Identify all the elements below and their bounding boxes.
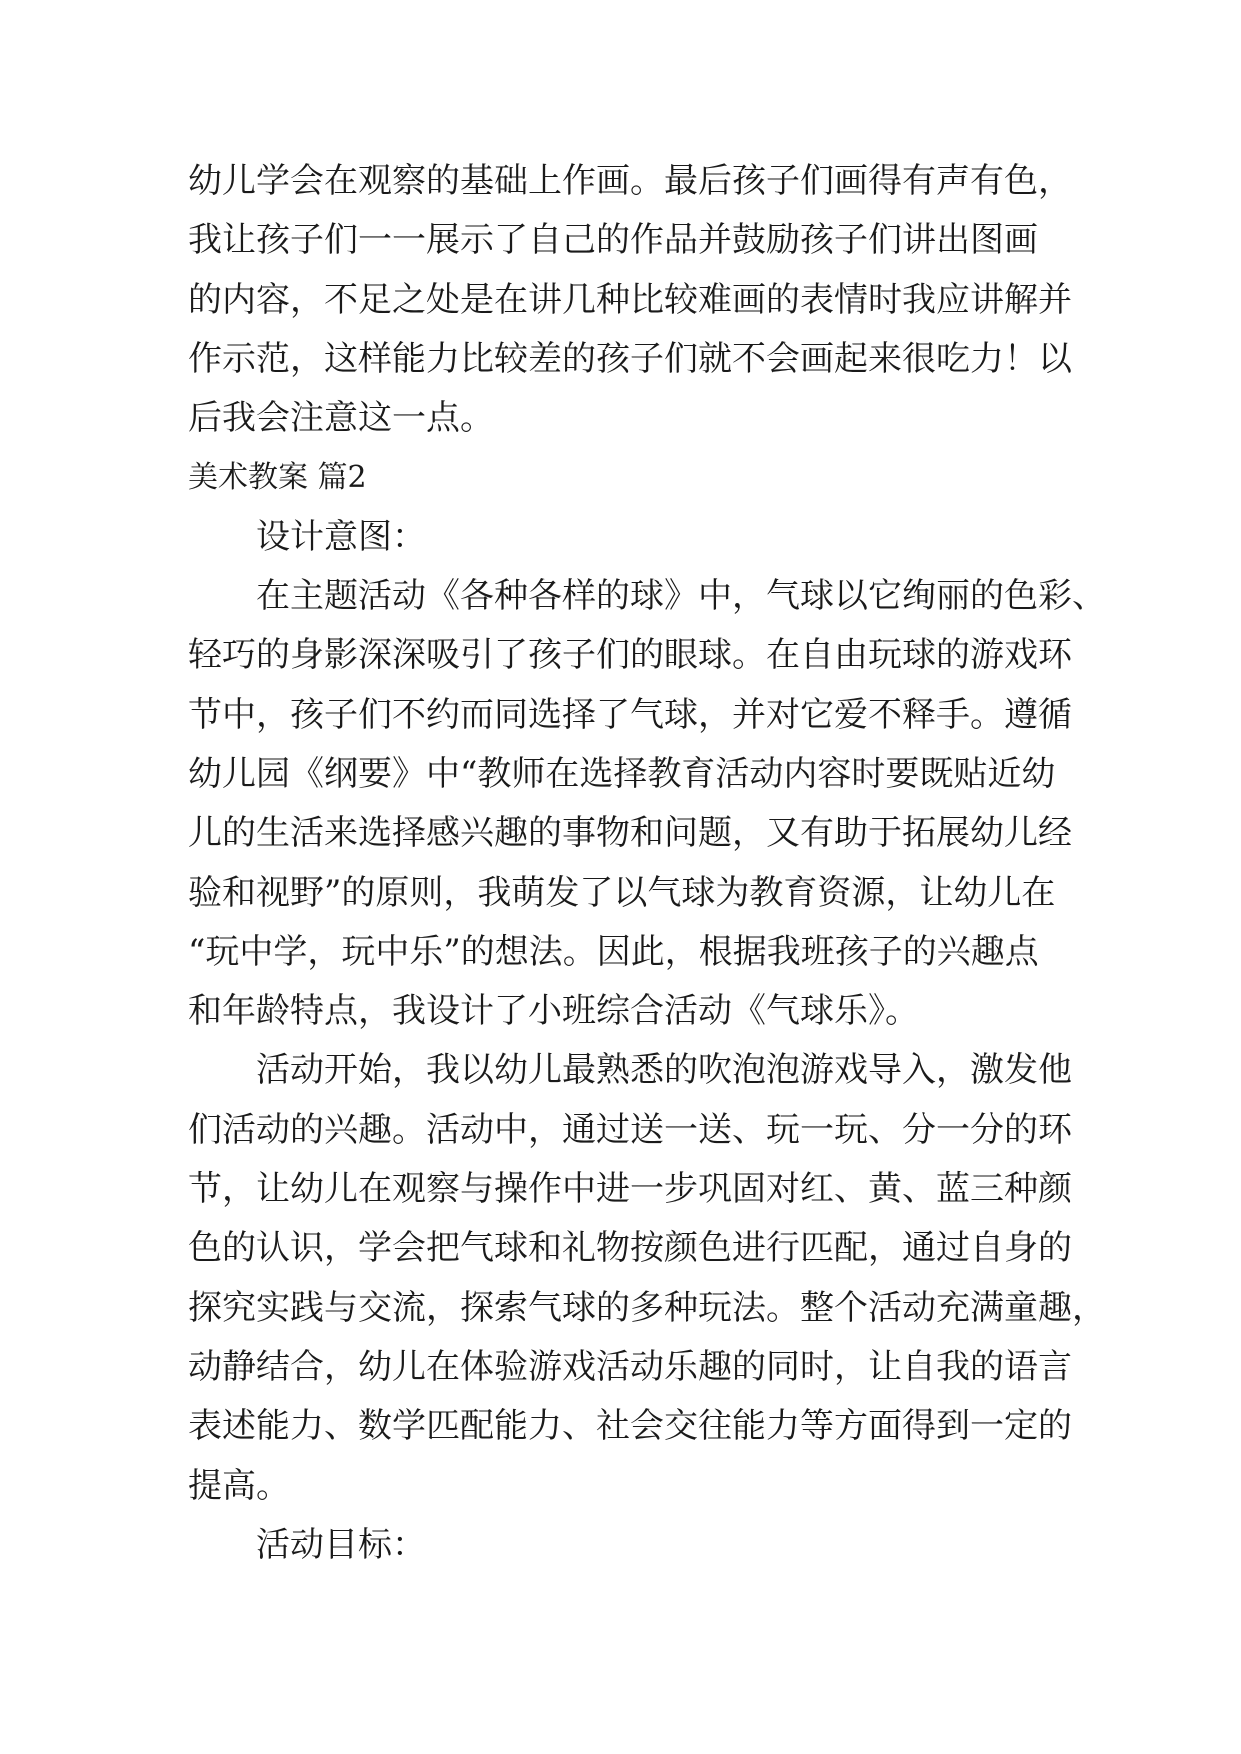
section-heading: 美术教案 篇2: [188, 460, 367, 496]
text-line: 们活动的兴趣。活动中，通过送一送、玩一玩、分一分的环: [188, 1109, 1072, 1150]
text-line: 的内容，不足之处是在讲几种比较难画的表情时我应讲解并: [188, 279, 1072, 320]
text-line: 提高。: [188, 1465, 290, 1506]
text-line: 验和视野”的原则，我萌发了以气球为教育资源，让幼儿在: [188, 872, 1056, 913]
paragraph-1: [188, 152, 1072, 448]
text-line: 我让孩子们一一展示了自己的作品并鼓励孩子们讲出图画: [188, 220, 1038, 261]
text-line: 活动开始，我以幼儿最熟悉的吹泡泡游戏导入，激发他: [256, 1050, 1072, 1091]
text-line: 幼儿学会在观察的基础上作画。最后孩子们画得有声有色，: [188, 161, 1072, 201]
text-line: 节中，孩子们不约而同选择了气球，并对它爱不释手。遵循: [188, 694, 1072, 735]
document-page: [188, 152, 1106, 1575]
design-intent-label: 设计意图：: [256, 516, 426, 557]
text-line: 动静结合，幼儿在体验游戏活动乐趣的同时，让自我的语言: [188, 1346, 1072, 1387]
text-line: “玩中学，玩中乐”的想法。因此，根据我班孩子的兴趣点: [188, 931, 1039, 972]
text-line: 色的认识，学会把气球和礼物按颜色进行匹配，通过自身的: [188, 1228, 1072, 1269]
text-line: 幼儿园《纲要》中“教师在选择教育活动内容时要既贴近幼: [188, 753, 1056, 794]
activity-goals-label: 活动目标：: [256, 1524, 426, 1565]
text-line: 后我会注意这一点。: [188, 398, 494, 439]
text-line: 儿的生活来选择感兴趣的事物和问题，又有助于拓展幼儿经: [188, 813, 1072, 854]
text-line: 和年龄特点，我设计了小班综合活动《气球乐》。: [188, 991, 919, 1032]
text-line: 作示范，这样能力比较差的孩子们就不会画起来很吃力！以: [188, 338, 1072, 379]
paragraph-3: [188, 1041, 1106, 1515]
text-line: 表述能力、数学匹配能力、社会交往能力等方面得到一定的: [188, 1406, 1072, 1447]
paragraph-2: [188, 567, 1106, 1041]
text-line: 探究实践与交流，探索气球的多种玩法。整个活动充满童趣，: [188, 1287, 1106, 1328]
text-line: 节，让幼儿在观察与操作中进一步巩固对红、黄、蓝三种颜: [188, 1169, 1072, 1210]
text-line: 轻巧的身影深深吸引了孩子们的眼球。在自由玩球的游戏环: [188, 635, 1072, 676]
text-line: 在主题活动《各种各样的球》中，气球以它绚丽的色彩、: [256, 576, 1106, 617]
